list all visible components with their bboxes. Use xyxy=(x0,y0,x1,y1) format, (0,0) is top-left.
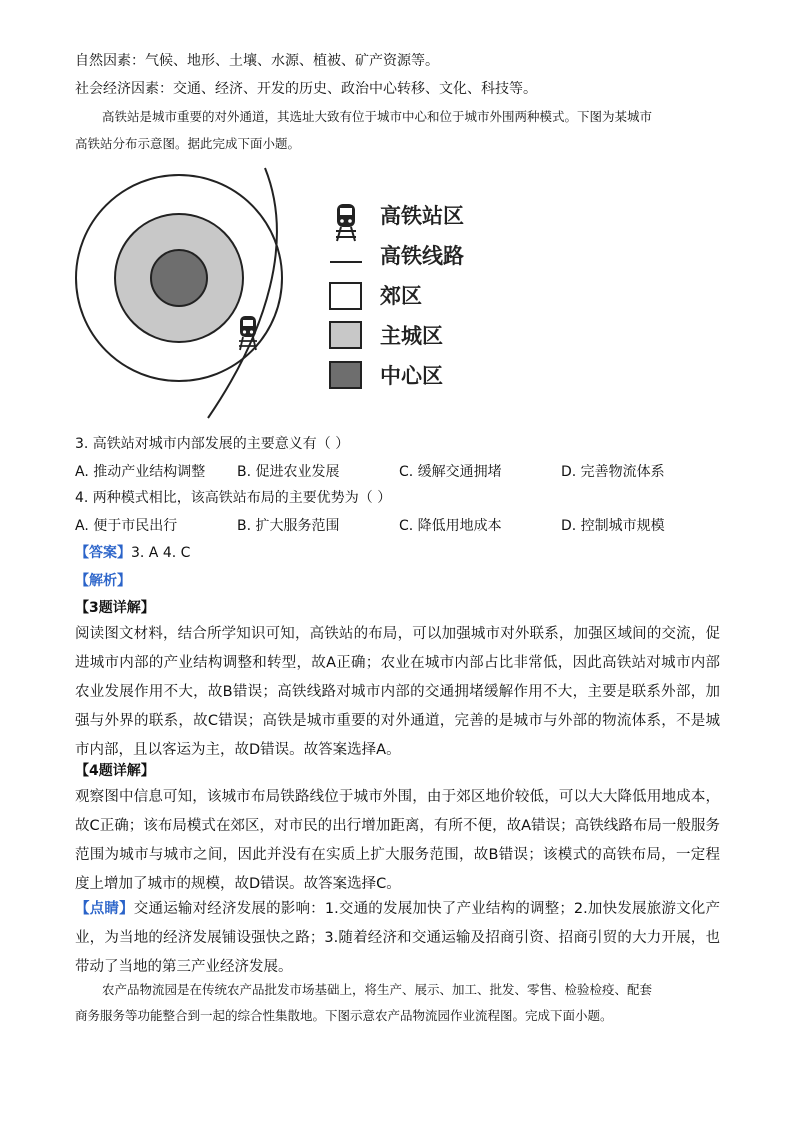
detail3-title: 【3题详解】 xyxy=(75,600,155,616)
legend-main-label: 主城区 xyxy=(380,323,443,348)
passage1-line1: 高铁站是城市重要的对外通道，其选址大致有位于城市中心和位于城市外围两种模式。下图为某城市 xyxy=(102,109,653,124)
legend-railway-label: 高铁线路 xyxy=(380,243,464,268)
legend-suburb-label: 郊区 xyxy=(380,283,422,308)
q3-option-d: D. 完善物流体系 xyxy=(561,464,665,480)
q4-option-d: D. 控制城市规模 xyxy=(561,518,665,534)
legend-center-swatch xyxy=(330,362,361,388)
q4-option-c: C. 降低用地成本 xyxy=(399,518,502,534)
legend-station-label: 高铁站区 xyxy=(380,203,464,228)
answer-row xyxy=(75,543,190,563)
intro-social-factors: 社会经济因素：交通、经济、开发的历史、政治中心转移、文化、科技等。 xyxy=(75,81,537,97)
q4-stem: 4. 两种模式相比，该高铁站布局的主要优势为（ ） xyxy=(75,490,392,506)
legend-station-icon xyxy=(336,204,356,241)
q3-option-b: B. 促进农业发展 xyxy=(237,464,340,480)
tip-label: 【点睛】 xyxy=(75,901,134,917)
q4-option-a: A. 便于市民出行 xyxy=(75,518,178,534)
detail4-title: 【4题详解】 xyxy=(75,763,155,779)
passage2-line2: 商务服务等功能整合到一起的综合性集散地。下图示意农产品物流园作业流程图。完成下面小题。 xyxy=(75,1008,613,1023)
detail4-text: 观察图中信息可知，该城市布局铁路线位于城市外围，由于郊区地价较低，可以大大降低用地成本，故C正确；该布局模式在郊区，对市民的出行增加距离，有所不便，故A错误；高铁线路布局一般服务范围为城市与城市之间，因此并没有在实质上扩大服务范围，故B错误；该模式的高铁布局，一定程度上增加了城市的规模，故D错误。故答案选择C。 xyxy=(75,789,720,892)
q3-stem: 3. 高铁站对城市内部发展的主要意义有（ ） xyxy=(75,436,350,452)
answer-label: 【答案】 xyxy=(75,545,131,561)
answer-value: 3. A 4. C xyxy=(131,545,191,561)
detail3-text: 阅读图文材料，结合所学知识可知，高铁站的布局，可以加强城市对外联系，加强区域间的交流，促进城市内部的产业结构调整和转型，故A正确；农业在城市内部占比非常低，因此高铁站对城市内部农业发展作用不大，故B错误；高铁线路对城市内部的交通拥堵缓解作用不大，主要是联系外部，加强与外界的联系，故C错误；高铁是城市重要的对外通道，完善的是城市与外部的物流体系，不是城市内部，且以客运为主，故D错误。故答案选择A。 xyxy=(75,626,720,758)
tip-text: 交通运输对经济发展的影响：1.交通的发展加快了产业结构的调整；2.加快发展旅游文化产业，为当地的经济发展铺设强快之路；3.随着经济和交通运输及招商引资、招商引贸的大力开展，也带动了当地的第三产业经济发展。 xyxy=(75,901,720,975)
center-area xyxy=(151,250,207,306)
q4-option-b: B. 扩大服务范围 xyxy=(237,518,340,534)
passage1-line2: 高铁站分布示意图。据此完成下面小题。 xyxy=(75,136,301,151)
q3-option-c: C. 缓解交通拥堵 xyxy=(399,464,502,480)
q3-option-a: A. 推动产业结构调整 xyxy=(75,464,206,480)
city-rings xyxy=(76,175,282,381)
legend-main-swatch xyxy=(330,322,361,348)
passage2-line1: 农产品物流园是在传统农产品批发市场基础上，将生产、展示、加工、批发、零售、检验检疫、配套 xyxy=(102,982,653,997)
tip-paragraph xyxy=(75,895,720,982)
legend-suburb-swatch xyxy=(330,283,361,309)
intro-natural-factors: 自然因素：气候、地形、土壤、水源、植被、矿产资源等。 xyxy=(75,53,439,69)
analysis-label: 【解析】 xyxy=(75,573,131,589)
legend xyxy=(330,203,464,388)
station-distribution-map xyxy=(72,160,492,422)
legend-center-label: 中心区 xyxy=(380,363,443,388)
